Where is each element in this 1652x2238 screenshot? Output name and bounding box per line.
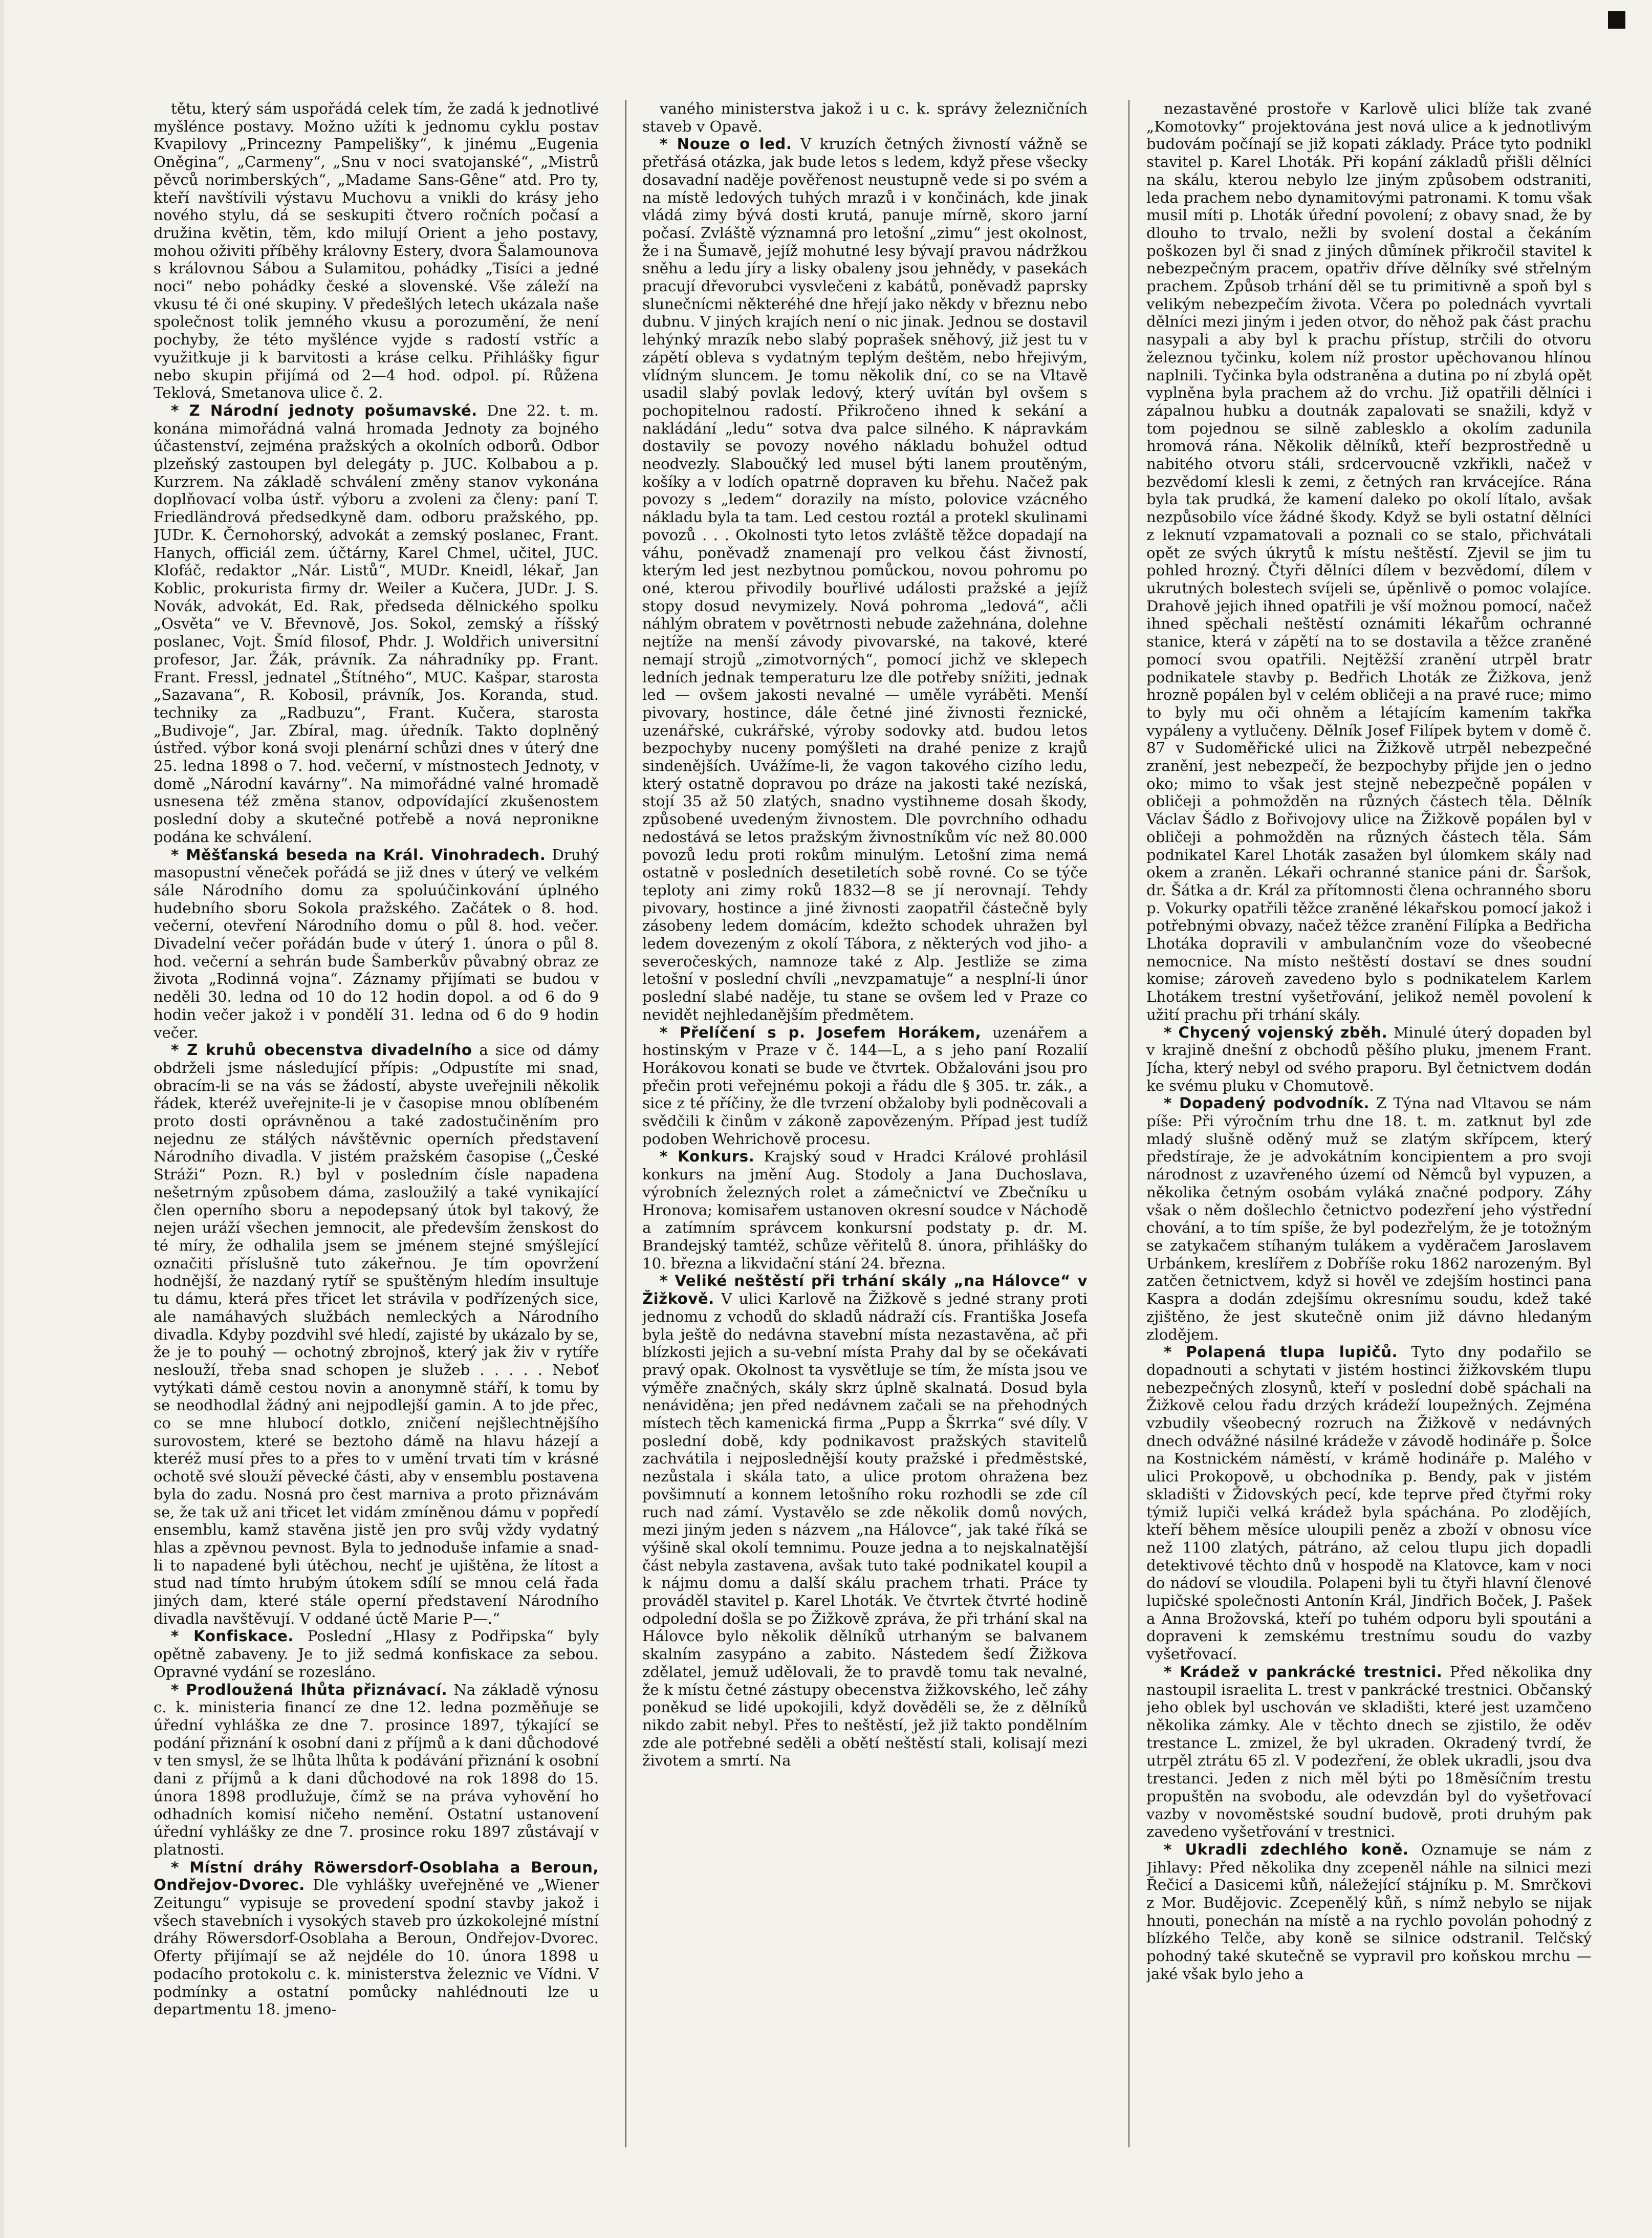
- article-heading: * Krádež v pankrácké trestnici.: [1164, 1663, 1443, 1681]
- article-heading: * Ukradli zdechlého koně.: [1164, 1840, 1409, 1858]
- article-paragraph: [1146, 1094, 1592, 1343]
- article-paragraph: [1146, 1663, 1592, 1841]
- article-text: tětu, který sám uspořádá celek tím, že zadá k jednotlivé myšlénce postavy. Možno užíti k jednomu cyklu postav Kvapilovy „Princezny Pampelišky“, k jinému „Eugenia Oněgina“, „Carmeny“, „Snu v noci svatojanské“, „Mistrů pěvců norimberských“, „Madame Sans-Gêne“ atd. Pro ty, kteří navštívili výstavu Muchovu a vnikli do krásy jeho nového stylu, dá se seskupiti čtvero ročních počasí a družina květin, těm, kdo milují Orient a jeho postavy, mohou oživiti příběhy královny Estery, dvora Šalamounova s královnou Sábou a Sulamitou, pohádky „Tisíci a jedné noci“ nebo pohádky české a slovenské. Vše záleží na vkusu té či oné skupiny. V předešlých letech ukázala naše společnost tolik jemného vkusu a porozumění, že není pochyby, že této myšlénce vyjde s radostí vstříc a využitkuje ji k barvitosti a kráse celku. Přihlášky figur nebo skupin přijímá od 2—4 hod. odpol. pí. Růžena Teklová, Smetanova ulice č. 2.: [154, 100, 599, 402]
- article-heading: * Měšťanská beseda na Král. Vinohradech.: [171, 846, 546, 864]
- article-paragraph: [1146, 100, 1592, 1024]
- article-text: Dne 22. t. m. konána mimořádná valná hromada Jednoty za bojného účastenství, zejména pražských a okolních odborů. Odbor plzeňský zastoupen byl delegáty p. JUC. Kolbabou a p. Kurzrem. Na základě schválení změny stanov vykonána doplňovací volba ústř. výboru a zvoleni za členy: paní T. Friedländrová předsedkyně dam. odboru pražského, pp. JUDr. K. Černohorský, advokát a zemský poslanec, Frant. Hanych, officiál zem. účtárny, Karel Chmel, učitel, JUC. Klofáč, redaktor „Nár. Listů“, MUDr. Kneidl, lékař, Jan Koblic, prokurista firmy dr. Weiler a Kučera, JUDr. J. S. Novák, advokát, Ed. Rak, předseda dělnického spolku „Osvěta“ ve V. Břevnově, Jos. Sokol, zemský a říšský poslanec, Vojt. Šmíd filosof, Phdr. J. Woldřich universitní profesor, Jar. Žák, právník. Za náhradníky pp. Frant. Frant. Fressl, jednatel „Štítného“, MUC. Kašpar, starosta „Sazavana“, R. Kobosil, právník, Jos. Koranda, stud. techniky za „Radbuzu“, Frant. Kučera, starosta „Budivoje“, Jar. Zbíral, mag. úředník. Takto doplněný ústřed. výbor koná svoji plenární schůzi dnes v úterý dne 25. ledna 1898 o 7. hod. večerní, v místnostech Jednoty, v domě „Národní kavárny“. Na mimořádné valné hromadě usnesena též změna stanov, odpovídající zkušenostem poslední doby a skutečné potřebě a nová nepronikne podána ke schválení.: [154, 401, 599, 846]
- article-heading: * Chycený vojenský zběh.: [1164, 1023, 1388, 1041]
- article-heading: * Nouze o led.: [660, 135, 792, 153]
- article-heading: * Polapená tlupa lupičů.: [1164, 1343, 1398, 1361]
- article-text: V kruzích četných živností vážně se přetřásá otázka, jak bude letos s ledem, když přese všecky dosavadní naděje pověřenost neustupně vede si po svém a na místě ledových tuhých mrazů i v končinách, kde jinak vládá zimy bývá dosti krutá, panuje mírně, skoro jarní počasí. Zvláště významná pro letošní „zimu“ jest okolnost, že i na Šumavě, jejíž mohutné lesy bývají pravou nádržkou sněhu a ledu jíry a lisky obaleny jsou jehnědy, v pasekách pracují dřevorubci vysvlečeni z kabátů, poněvadž paprsky slunečnícmi některéhé dne hřejí jako někdy v březnu nebo dubnu. V jiných krajích není o nic jinak. Jednou se dostavil lehýnký mrazík nebo slabý poprašek sněhový, již jest tu v zápětí obleva s vydatným teplým deštěm, nebo hřejivým, vlídným sluncem. Je tomu několik dní, co se na Vltavě usadil slabý povlak ledový, který uvítán byl ovšem s pochopitelnou radostí. Přikročeno ihned k sekání a nakládání „ledu“ sotva dva palce silného. K nápravkám dostavily se povozy nového nákladu bohužel odtud neodvezly. Slaboučký led musel býti lanem proutěným, košíky a v lodích opatrně dopraven ku břehu. Načež pak povozy s „ledem“ dorazily na místo, polovice vzácného nákladu byla ta tam. Led cestou roztál a protekl skulinami povozů . . . Okolnosti tyto letos zvláště těžce dopadají na váhu, poněvadž znamenají pro velkou část živností, kterým led jest nezbytnou pomůckou, novou pohromu po oné, kterou přivodily bouřlivé události pražské a jejíž stopy dosud nevymizely. Nová pohroma „ledová“, ačli náhlým obratem v povětrnosti nebude zažehnána, dolehne nejtíže na menší závody pivovarské, na takové, které nemají strojů „zimotvorných“, pomocí jichž ve sklepech ledních jednak temperaturu lze dle potřeby snížiti, jednak led — ovšem jakosti nevalné — uměle vyráběti. Menší pivovary, hostince, dále četné jiné živnosti řeznické, uzenářské, cukrářské, výroby sodovky atd. budou letos bezpochyby nuceny pomýšleti na drahé penize z krajů sindenějších. Uvážíme-li, že vagon takového cizího ledu, který ostatně dopravou po dráze na jakosti také nezíská, stojí 35 až 50 zlatých, snadno vystihneme dosah škody, způsobené uvedeným živnostem. Dle povrchního odhadu nedostává se letos pražským živnostníkům víc než 80.000 povozů ledu proti rokům minulým. Letošní zima nemá ostatně v posledních desetiletích sobě rovné. Co se týče teploty ani zimy roků 1832—8 se jí nerovnají. Tehdy pivovary, hostince a jiné živnosti zaopatřil částečně byly zásobeny ledem domácím, kdežto schodek uhražen byl ledem dovezeným z okolí Tábora, z některých vod jiho- a severočeských, namnoze také z Alp. Jestliže se zima letošní v poslední chvíli „nevzpamatuje“ a nesplní-li únor poslední slabé naděje, tu stane se ovšem led v Praze co nevidět nejhledanějším předmětem.: [642, 135, 1088, 1023]
- newspaper-page: [154, 100, 1592, 2147]
- article-paragraph: [642, 135, 1088, 1023]
- corner-registration-mark: [1608, 11, 1625, 29]
- column-2: [642, 100, 1088, 2147]
- article-paragraph: [642, 1148, 1088, 1272]
- article-text: Oznamuje se nám z Jihlavy: Před několika dny zcepeněl náhle na silnici mezi Řečicí a Dasicemi kůň, náležející stájníku p. M. Smrčkovi z Mor. Budějovic. Zcepenělý kůň, s nímž nebylo se nijak hnouti, ponechán na místě a na rychlo povolán pohodný z blízkého Telče, aby koně se silnice odstranil. Telčský pohodný také skutečně se vypravil pro koňskou mrchu — jaké však bylo jeho a: [1146, 1840, 1592, 1983]
- article-heading: * Konfiskace.: [171, 1627, 294, 1645]
- article-heading: * Veliké neštěstí při trhání skály „na Hálovce“ v Žižkově.: [642, 1272, 1088, 1308]
- article-paragraph: [154, 1859, 599, 2018]
- article-text: vaného ministerstva jakož i u c. k. správy železničních staveb v Opavě.: [642, 100, 1088, 135]
- article-text: uzenářem a hostinským v Praze v č. 144—L, a s jeho paní Rozalií Horákovou konati se bude ve čtvrtek. Obžalováni jsou pro přečin proti veřejnému pokoji a řádu dle § 305. tr. zák., a sice z té příčiny, že dle tvrzení obžaloby byli podněcovali a svědčili k činům v zákoně zapovězeným. Případ jest tudíž podoben Wehrichově procesu.: [642, 1023, 1088, 1148]
- article-text: nezastavěné prostoře v Karlově ulici blíže tak zvané „Komotovky“ projektována jest nová ulice a k jednotlivým budovám počínají se již kopati základy. Práce tyto podnikl stavitel p. Karel Lhoták. Při kopání základů přišli dělníci na skálu, kterou nebylo lze jiným způsobem odstraniti, leda prachem nebo dynamitovými patronami. K tomu však musil míti p. Lhoták úřední povolení; z obavy snad, že by dlouho to trvalo, nežli by svolení dostal a čekáním poškozen byl či snad z jiných důmínek přikročil stavitel k nebezpečným pracem, opatřiv dříve dělníky své střelným prachem. Způsob trhání děl se tu primitivně a spoň byl s velikým nebezpečím života. Včera po polednách vyvrtali dělníci mezi jiným i jeden otvor, do něhož pak část prachu nasypali a aby byl k prachu přístup, strčili do otvoru železnou tyčinku, kolem níž prostor upěchovanou hlínou naplnili. Tyčinka byla odstraněna a dutina po ní zbylá opět vyplněna byla prachem až do vrchu. Již opatřili dělníci i zápalnou hubku a doutnák zapalovati se snažili, když v tom pojednou se silně zablesklo a okolím zadunila hromová rána. Několik dělníků, kteří bezprostředně u nabitého otvoru stáli, srdcervoucně vzkřikli, načež v bezvědomí klesli k zemi, z četných ran krvácejíce. Rána byla tak prudká, že kamení daleko po okolí lítalo, avšak nezpůsobilo více žádné škody. Když se byli ostatní dělníci z leknutí vzpamatovali a poznali co se stalo, přichvátali opět ze svých úkrytů k místu neštěstí. Zjevil se jim tu pohled hrozný. Čtyři dělníci dílem v bezvědomí, dílem v ukrutných bolestech svíjeli se, úpěnlivě o pomoc volajíce. Drahově jejich ihned opatřili je vší možnou pomocí, načež ihned spěchali neštěstí oznámiti lékařům ochranné stanice, která v zápětí na to se dostavila a těžce zraněné pomocí svou opatřili. Nejtěžší zranění utrpěl bratr podnikatele stavby p. Bedřich Lhoták ze Žižkova, jenž hrozně popálen byl v celém obličeji a na pravé ruce; mimo to byly mu oči ohněm a létajícím kamením takřka vypáleny a vytlučeny. Dělník Josef Filípek bytem v domě č. 87 v Sudoměřické ulici na Žižkově utrpěl nebezpečné zranění, jest nebezpečí, že bezpochyby přijde jen o jedno oko; mimo to však jest stejně nebezpečně popálen v obličeji a pohmožděn na různých částech těla. Dělník Václav Šádlo z Bořivojovy ulice na Žižkově popálen byl v obličeji a pohmožděn na různých částech těla. Sám podnikatel Karel Lhoták zasažen byl úlomkem skály nad okem a zraněn. Lékaři ochranné stanice páni dr. Šaršok, dr. Šátka a dr. Král za přítomnosti člena ochranného sboru p. Vokurky opatřili těžce zraněné lékařskou pomocí jakož i potřebnými obvazy, načež těžce zranění Filípka a Bedřicha Lhotáka dopravili v ambulančním voze do všeobecné nemocnice. Na místo neštěstí dostaví se dnes soudní komise; zároveň zavedeno bylo s podnikatelem Karlem Lhotákem trestní vyšetřování, jelikož neměl povolení k užití prachu při trhání skály.: [1146, 100, 1592, 1023]
- column-rule: [1128, 100, 1129, 2147]
- article-text: a sice od dámy obdrželi jsme následující přípis: „Odpustíte mi snad, obracím-li se na vás se žádostí, abyste uveřejnili několik řádek, kteréž uveřejnite-li je v časopise mnou oblíbeném proto dosti oprávněnou a také zadostučiněním pro nejednu ze stálých návštěvnic operních představení Národního divadla. V jistém pražském časopise („České Stráži“ Pozn. R.) byl v posledním čísle napadena nešetrným způsobem dáma, zasloužilý a také vynikající člen operního sboru a nepodepsaný útok byl takový, že nejen uráží všechen jemnocit, ale především ženskost do té míry, že odhalila jsem se jménem stejné smýšlející označiti příslušně tuto zákeřnou. Je tím opovržení hodnější, že nazdaný rytíř se spuštěným hledím insultuje tu dámu, která přes třicet let strávila v podřízených sice, ale namáhavých službách nemleckých a Národního divadla. Kdyby pozdvihl své hledí, zajisté by ukázalo by se, že je to pouhý — ochotný zbrojnoš, který jak živ v rytíře neslouží, třeba snad schopen je služeb . . . . . Neboť vytýkati dámě cestou novin a anonymně stáří, k tomu by se neodhodlal žádný ani nejpodlejší gamin. A to jde přec, co se mne hlubocí dotklo, zničení nejšlechtnějšího surovostem, které se beztoho dámě na hlavu házejí a kteréž musí přes to a přes to v umění trvati tím v krásné ochotě své slouží pěvecké části, aby v ensemblu postavena byla do zadu. Nosná pro čest marniva a proto přiznávám se, že tak už ani třicet let vidám zmíněnou dámu v popředí ensemblu, kamž stavěna jistě jen pro svůj vždy vydatný hlas a zpěvnou pevnost. Byla to jednoduše infamie a snad-li to napadené byli útěchou, nechť je ujištěna, že lítost a stud nad tímto hrubým útokem sdílí se mnou celá řada jiných dam, které stále operní představení Národního divadla navštěvují. V oddané úctě Marie P—.“: [154, 1041, 599, 1627]
- article-paragraph: [1146, 1841, 1592, 1983]
- article-paragraph: [154, 402, 599, 846]
- article-text: Krajský soud v Hradci Králové prohlásil konkurs na jmění Aug. Stodoly a Jana Duchoslava, výrobních železných rolet a zámečnictví ve Zbečníku u Hronova; komisařem ustanoven okresní soudce v Náchodě a zatímním správcem konkursní podstaty p. dr. M. Brandejský tamtéž, schůze věřitelů 8. února, přihlášky do 10. března a likvidační stání 24. března.: [642, 1148, 1088, 1272]
- article-heading: * Dopadený podvodník.: [1164, 1094, 1370, 1112]
- article-heading: * Prodloužená lhůta přiznávací.: [171, 1681, 448, 1698]
- article-text: Poslední „Hlasy z Podřipska“ byly opětně zabaveny. Je to již sedmá konfiskace za sebou. Opravné vydání se rozesláno.: [154, 1627, 599, 1681]
- article-text: Druhý masopustní věneček pořádá se již dnes v úterý ve velkém sále Národního domu za spoluúčinkování úplného hudebního sboru Sokola pražského. Začátek o 8. hod. večerní, otevření Národního domu o půl 8. hod. večer. Divadelní večer pořádán bude v úterý 1. února o půl 8. hod. večerní a sehrán bude Šamberkův půvabný obraz ze života „Rodinná vojna“. Záznamy přijímati se budou v neděli 30. ledna od 10 do 12 hodin dopol. a od 6 do 9 hodin večer jakož i v pondělí 31. ledna od 6 do 9 hodin večer.: [154, 846, 599, 1041]
- article-heading: * Z Národní jednoty pošumavské.: [171, 401, 477, 419]
- article-text: Dle vyhlášky uveřejněné ve „Wiener Zeitungu“ vypisuje se provedení spodní stavby jakož i všech stavebních i vysokých staveb pro úzkokolejné místní dráhy Röwersdorf-Osoblaha a Beroun, Ondřejov-Dvorec. Oferty přijímají se až nejdéle do 10. února 1898 u podacího protokolu c. k. ministerstva železnic ve Vídni. V podmínky a ostatní pomůcky nahlédnouti lze u departmentu 18. jmeno-: [154, 1876, 599, 2018]
- article-paragraph: [154, 1681, 599, 1859]
- column-3: [1146, 100, 1592, 2147]
- article-text: Z Týna nad Vltavou se nám píše: Při výročním trhu dne 18. t. m. zatknut byl zde mladý slušně oděný muž se zlatým skřípcem, který předstíraje, že je advokátním koncipientem a pro svoji národnost z uzavřeného území od Němců byl vypuzen, a několika četným osobám vyláká značné podpory. Záhy však o něm došlechlo četnictvo podezření jeho výstřední chování, a to tím spíše, že byl podezřelým, že je totožným se zatykačem stíhaným tulákem a vyděračem Jaroslavem Urbánkem, kreslířem z Dobříše roku 1862 narozeným. Byl zatčen četnictvem, když si hověl ve zdejším hostinci pana Kaspra a dodán zdejšímu okresnímu soudu, kdež také zjištěno, že jest skutečně onim již dávno hledaným zlodějem.: [1146, 1094, 1592, 1343]
- article-paragraph: [1146, 1343, 1592, 1663]
- article-paragraph: [154, 1627, 599, 1681]
- column-1: [154, 100, 599, 2147]
- article-heading: * Přelíčení s p. Josefem Horákem,: [660, 1023, 982, 1041]
- article-heading: * Konkurs.: [660, 1148, 755, 1166]
- column-rule: [625, 100, 626, 2147]
- article-heading: * Místní dráhy Röwersdorf-Osoblaha a Beroun, Ondřejov-Dvorec.: [154, 1858, 599, 1894]
- article-paragraph: [154, 846, 599, 1042]
- article-paragraph: [154, 100, 599, 402]
- article-text: Tyto dny podařilo se dopadnouti a schytati v jistém hostinci žižkovském tlupu nebezpečných zlosynů, kteří v poslední době spáchali na Žižkově celou řadu drzých krádeží loupežných. Zejména vzbudily všeobecný rozruch na Žižkově v nedávných dnech odvážné násilné krádeže v závodě hodináře p. Šolce na Kostnickém náměstí, v krámě hodináře p. Malého v ulici Prokopově, u obchodníka p. Bendy, pak v jistém skladišti v Židovských pecí, kde teprve před čtyřmi roky týmiž lupiči velká krádež byla spáchána. Po zlodějích, kteří během měsíce uloupili peněz a zboží v obnosu více než 1100 zlatých, pátráno, až celou tlupu jich dopadli detektivové těchto dnů v hospodě na Klatovce, kam v noci do nádoví se vloudila. Polapeni byli tu čtyři hlavní členové lupičské společnosti Antonín Král, Jindřich Boček, J. Pašek a Anna Brožovská, kteří po tuhém odporu byli spoutáni a dopraveni k zemskému trestnímu soudu do vazby vyšetřovací.: [1146, 1343, 1592, 1663]
- article-text: Minulé úterý dopaden byl v krajině dnešní z obchodů pěšího pluku, jmenem Frant. Jícha, který nebyl od svého praporu. Byl četnictvem dodán ke svému pluku v Chomutově.: [1146, 1023, 1592, 1094]
- article-paragraph: [1146, 1024, 1592, 1095]
- scan-edge: [0, 0, 4, 2238]
- article-text: Před několika dny nastoupil israelita L. trest v pankrácké trestnici. Občanský jeho oblek byl uschován ve skladišti, které jest uzamčeno několika zámky. Ale v těchto dnech se zjistilo, že oděv trestance L. zmizel, že byl ukraden. Okradený tvrdí, že utrpěl ztrátu 65 zl. V podezření, že oblek ukradli, jsou dva trestanci. Jeden z nich měl býti po 18měsíčním trestu propuštěn na svobodu, ale odevzdán byl do vyšetřovací vazby v novoměstské soudní budově, proti druhým pak zavedeno vyšetřování v trestnici.: [1146, 1663, 1592, 1841]
- article-paragraph: [642, 1024, 1088, 1148]
- article-paragraph: [154, 1041, 599, 1627]
- article-paragraph: [642, 1272, 1088, 1770]
- article-paragraph: [642, 100, 1088, 135]
- article-text: V ulici Karlově na Žižkově s jedné strany proti jednomu z vchodů do skladů nádraží cís. Františka Josefa byla ještě do nedávna stavební místa nezastavěna, ač při blízkosti jejich a su-vební místa Prahy dal by se očekávati pravý opak. Okolnost ta vysvětluje se tím, že místa jsou ve výměře značných, skály skrz úplně skalnatá. Dosud byla nenáviděna; jen před nedávnem začali se na přehodných místech těch kamenická firma „Pupp a Škrrka“ své díly. V poslední době, kdy podnikavost pražských stavitelů zachvátila i nejposlednější kouty pražské i předměstské, nezůstala i skála tato, a ulice protom ohražena bez povšimnutí a konnem letošního roku rozhodli se zde cíl ruch nad zámí. Vystavělo se zde několik domů nových, mezi jiným jeden s názvem „na Hálovce“, jak také říká se výšině skal okolí temnimu. Pouze jedna a to nejskalnatější část nebyla zastavena, avšak tuto také podnikatel koupil a k nájmu domu a další skálu prachem trhati. Práce ty prováděl stavitel p. Karel Lhoták. Ve čtvrtek čtvrté hodině odpolední došla se po Žižkově zpráva, že při trhání skal na Hálovce bylo několik dělníků utrhaným se balvanem skalním zasypáno a zabito. Nástedem šedí Žižkova zdělatel, jemuž udělovali, že to pravdě tomu tak nevalné, že k místu četné zástupy obecenstva žižkovského, leč záhy poněkud se lidé upokojili, když dověděli se, že z dělníků nikdo zabit nebyl. Přes to neštěstí, jež již takto pondělním zde ale potřebné seděli a obětí neštěstí stali, kolisají mezi životem a smrtí. Na: [642, 1290, 1088, 1770]
- article-text: Na základě výnosu c. k. ministeria financí ze dne 12. ledna pozměňuje se úřední vyhláška ze dne 7. prosince 1897, týkající se podání přiznání k osobní dani z příjmů a k dani důchodové v ten smysl, že se lhůta lhůta k podávání přiznání k osobní dani z příjmů a k dani důchodové na rok 1898 do 15. února 1898 prodlužuje, čímž se na práva vyhovění ho odhadních komisí ničeho nemění. Ostatní ustanovení úřední vyhlášky ze dne 7. prosince roku 1897 zůstávají v platnosti.: [154, 1681, 599, 1858]
- article-heading: * Z kruhů obecenstva divadelního: [171, 1041, 472, 1059]
